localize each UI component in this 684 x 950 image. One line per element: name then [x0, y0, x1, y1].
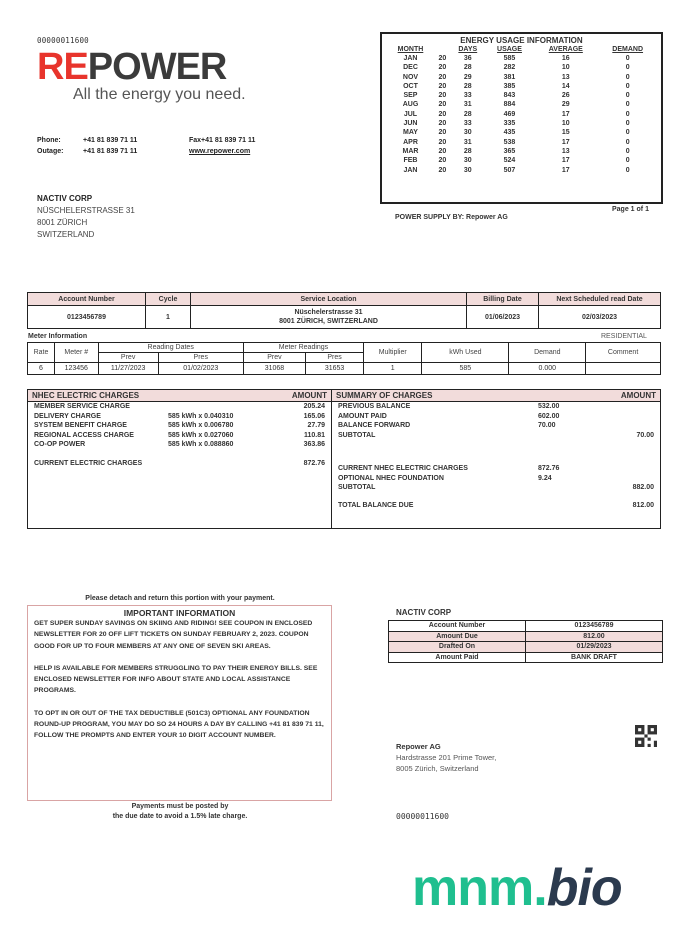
usage-cell: 30 — [463, 166, 472, 174]
meter-number: 123456 — [54, 363, 98, 375]
usage-row — [386, 147, 657, 156]
usage-cell: 28 — [463, 82, 472, 90]
usage-cell: 469 — [503, 110, 516, 118]
usage-cell: 33 — [463, 92, 472, 100]
charge-label: CO-OP POWER — [34, 441, 86, 448]
charge-rate: 585 kWh x 0.088860 — [168, 441, 234, 448]
usage-cell: 0 — [625, 138, 630, 146]
usage-cell: 282 — [503, 64, 516, 72]
remit-row — [389, 631, 663, 642]
value: 70.00 — [538, 422, 556, 429]
current-nhec-row — [332, 464, 660, 474]
usage-cell: NOV — [402, 73, 419, 81]
current-charges-label: CURRENT ELECTRIC CHARGES — [34, 459, 143, 467]
charge-rate: 585 kWh x 0.040310 — [168, 412, 234, 420]
important-title: IMPORTANT INFORMATION — [123, 608, 236, 618]
phone-label: Phone: — [37, 137, 61, 144]
usage-header-3: USAGE — [497, 46, 522, 53]
charge-label: SYSTEM BENEFIT CHARGE — [34, 422, 127, 429]
payee-addr2: 8005 Zürich, Switzerland — [396, 764, 479, 773]
outage-number: +41 81 839 71 11 — [83, 148, 138, 155]
remit-table — [388, 620, 663, 663]
detach-notice: Please detach and return this portion with your payment. — [85, 595, 275, 602]
subtotal1-row — [332, 431, 660, 441]
usage-row — [386, 166, 657, 175]
repower-logo — [37, 48, 226, 86]
usage-cell: 17 — [561, 138, 570, 146]
usage-row — [386, 82, 657, 91]
usage-cell: 29 — [561, 101, 570, 109]
usage-cell: 13 — [561, 73, 570, 81]
usage-cell: JUL — [403, 110, 418, 118]
usage-cell: SEP — [403, 92, 418, 100]
logo-re: RE — [37, 46, 88, 88]
next-read-date: 02/03/2023 — [539, 306, 661, 329]
value: 532.00 — [538, 403, 560, 410]
usage-cell: 17 — [561, 166, 570, 174]
usage-header-2: DAYS — [458, 46, 478, 53]
usage-cell: JAN — [403, 55, 418, 62]
service-location — [191, 306, 467, 329]
usage-cell: JAN — [403, 166, 418, 174]
usage-header-4: AVERAGE — [548, 46, 583, 53]
usage-cell: 20 — [438, 110, 447, 118]
pres-reading-header: Pres — [306, 353, 364, 363]
remit-value: 01/29/2023 — [526, 642, 663, 653]
account-table — [27, 292, 661, 329]
usage-cell: 20 — [438, 55, 447, 62]
remit-row — [389, 642, 663, 653]
multiplier-header: Multiplier — [364, 343, 422, 363]
remit-value: 812.00 — [526, 631, 663, 642]
usage-cell: 507 — [503, 166, 516, 174]
label: CURRENT NHEC ELECTRIC CHARGES — [338, 465, 468, 472]
charge-label: REGIONAL ACCESS CHARGE — [34, 431, 134, 439]
late-line1: Payments must be posted by — [131, 803, 229, 810]
location-line2: 8001 ZÜRICH, SWITZERLAND — [279, 318, 378, 325]
outage-label: Outage: — [37, 148, 64, 155]
usage-cell: MAR — [402, 147, 419, 155]
demand: 0.000 — [509, 363, 586, 375]
rate: 6 — [28, 363, 55, 375]
usage-row — [386, 63, 657, 72]
value: 70.00 — [636, 431, 654, 439]
meter-readings-header: Meter Readings — [243, 343, 363, 353]
label: SUBTOTAL — [338, 484, 376, 491]
billing-date-header: Billing Date — [467, 293, 539, 306]
remit-value: BANK DRAFT — [526, 652, 663, 663]
reading-dates-header: Reading Dates — [98, 343, 243, 353]
usage-cell: 20 — [438, 138, 447, 146]
usage-cell: 31 — [463, 138, 472, 146]
usage-cell: 843 — [503, 92, 516, 100]
kwh-used: 585 — [422, 363, 509, 375]
cycle-header: Cycle — [146, 293, 191, 306]
account-number: 0123456789 — [28, 306, 146, 329]
usage-row — [386, 54, 657, 63]
watermark — [412, 858, 622, 918]
usage-cell: 538 — [503, 138, 516, 146]
subtotal2-row — [332, 483, 660, 493]
usage-cell: 26 — [561, 92, 570, 100]
label: PREVIOUS BALANCE — [338, 403, 411, 410]
remit-value: 0123456789 — [526, 621, 663, 632]
usage-cell: 28 — [463, 147, 472, 155]
prev-reading-header: Prev — [243, 353, 305, 363]
usage-cell: 20 — [438, 166, 447, 174]
label: SUBTOTAL — [338, 431, 376, 439]
usage-cell: 524 — [503, 157, 516, 165]
charge-row — [28, 440, 331, 450]
pres-reading: 31653 — [306, 363, 364, 375]
usage-row — [386, 110, 657, 119]
usage-cell: 30 — [463, 129, 472, 137]
meter-number-header: Meter # — [54, 343, 98, 363]
previous-balance-row — [332, 402, 660, 412]
rate-header: Rate — [28, 343, 55, 363]
usage-cell: DEC — [403, 64, 418, 72]
usage-cell: 29 — [463, 73, 472, 81]
customer-street: NÜSCHELERSTRASSE 31 — [37, 206, 135, 215]
usage-cell: 0 — [625, 166, 630, 174]
comment-header: Comment — [586, 343, 661, 363]
usage-cell: FEB — [403, 157, 418, 165]
label: AMOUNT PAID — [338, 412, 387, 420]
charge-row — [28, 421, 331, 431]
label: OPTIONAL NHEC FOUNDATION — [338, 474, 444, 482]
usage-cell: 385 — [503, 82, 516, 90]
payee-name: Repower AG — [396, 742, 441, 751]
usage-cell: 0 — [625, 110, 630, 118]
usage-cell: 36 — [463, 55, 472, 62]
usage-cell: 20 — [438, 64, 447, 72]
customer-address — [37, 193, 135, 241]
usage-cell: 15 — [561, 129, 570, 137]
value: 872.76 — [538, 465, 560, 472]
important-info-box — [27, 605, 332, 801]
next-read-header: Next Scheduled read Date — [539, 293, 661, 306]
usage-cell: 28 — [463, 64, 472, 72]
customer-city: 8001 ZÜRICH — [37, 218, 88, 227]
charge-rate: 585 kWh x 0.006780 — [168, 422, 234, 429]
label: TOTAL BALANCE DUE — [338, 501, 414, 509]
page-number: Page 1 of 1 — [612, 206, 649, 213]
remit-label: Account Number — [389, 621, 526, 632]
account-number-header: Account Number — [28, 293, 146, 306]
contact-info — [37, 135, 255, 157]
usage-cell: 20 — [438, 73, 447, 81]
info-para-3: TO OPT IN OR OUT OF THE TAX DEDUCTIBLE (501C3) OPTIONAL ANY FOUNDATION ROUND-UP PROGRAM, YOU MAY DO SO 24 HOURS A DAY BY CALLING +41 81 839 71 11, FOLLOW THE PROMPTS AND ENTER YOUR 10 DIGIT ACCOUNT NUMBER. — [34, 709, 324, 740]
usage-row — [386, 128, 657, 137]
phone-number: +41 81 839 71 11 — [83, 137, 138, 144]
nhec-title: NHEC ELECTRIC CHARGES — [32, 391, 140, 400]
usage-cell: 0 — [625, 92, 630, 100]
usage-cell: 0 — [625, 157, 630, 165]
prev-date-header: Prev — [98, 353, 158, 363]
cycle: 1 — [146, 306, 191, 329]
value: 882.00 — [632, 484, 654, 491]
usage-cell: 10 — [561, 120, 570, 128]
usage-row — [386, 100, 657, 109]
usage-cell: 20 — [438, 82, 447, 90]
charge-rate: 585 kWh x 0.027060 — [168, 431, 234, 439]
usage-cell: AUG — [402, 101, 419, 109]
payee-address — [396, 741, 496, 774]
usage-cell: OCT — [403, 82, 418, 90]
remit-row — [389, 621, 663, 632]
summary-title: SUMMARY OF CHARGES — [336, 391, 433, 400]
usage-cell: 0 — [625, 55, 630, 62]
qr-code-icon — [635, 725, 657, 747]
usage-cell: 585 — [503, 55, 516, 62]
total-due-row — [332, 501, 660, 511]
charge-amount: 165.06 — [303, 412, 325, 420]
info-para-2: HELP IS AVAILABLE FOR MEMBERS STRUGGLING TO PAY THEIR ENERGY BILLS. SEE ENCLOSED NEWSLETTER FOR INFO ABOUT STATE AND LOCAL ASSISTANCE PROGRAMS. — [34, 664, 318, 695]
usage-row — [386, 73, 657, 82]
energy-usage-box — [380, 32, 663, 204]
watermark-part1: mnm. — [412, 859, 547, 917]
website-link[interactable]: www.repower.com — [189, 148, 251, 155]
usage-cell: 365 — [503, 147, 516, 155]
multiplier: 1 — [364, 363, 422, 375]
usage-cell: 10 — [561, 64, 570, 72]
usage-cell: 20 — [438, 92, 447, 100]
usage-cell: 20 — [438, 101, 447, 109]
remit-customer-name: NACTIV CORP — [396, 608, 452, 617]
logo-power: POWER — [87, 46, 227, 88]
comment — [586, 363, 661, 375]
pres-date-header: Pres — [158, 353, 243, 363]
usage-row — [386, 138, 657, 147]
usage-header-0: MONTH — [397, 46, 424, 53]
charge-row — [28, 402, 331, 412]
charge-label: MEMBER SERVICE CHARGE — [34, 403, 130, 410]
usage-cell: 335 — [503, 120, 516, 128]
charge-amount: 110.81 — [303, 431, 325, 439]
nhec-charges-box — [27, 389, 332, 529]
usage-cell: 20 — [438, 120, 447, 128]
current-charges-row — [28, 459, 331, 469]
usage-cell: 435 — [503, 129, 516, 137]
meter-info-label: Meter Information — [28, 333, 88, 340]
remit-label: Drafted On — [389, 642, 526, 653]
usage-cell: 0 — [625, 82, 630, 90]
usage-row — [386, 91, 657, 100]
usage-cell: 0 — [625, 64, 630, 72]
usage-cell: 20 — [438, 147, 447, 155]
charge-row — [28, 412, 331, 422]
charge-row — [28, 431, 331, 441]
late-line2: the due date to avoid a 1.5% late charge. — [112, 813, 248, 820]
usage-cell: 0 — [625, 129, 630, 137]
remit-label: Amount Due — [389, 631, 526, 642]
usage-cell: 0 — [625, 73, 630, 81]
info-para-1: GET SUPER SUNDAY SAVINGS ON SKIING AND RIDING! SEE COUPON IN ENCLOSED NEWSLETTER FOR 20 OFF LIFT TICKETS ON SUNDAY FEBRUARY 2, 2023. COUPON GOOD FOR UP TO FOUR MEMBERS AT ANY ONE OF SEVEN SKI AREAS. — [34, 620, 313, 650]
charge-label: DELIVERY CHARGE — [34, 412, 101, 420]
summary-amount-header: AMOUNT — [620, 391, 656, 400]
usage-cell: 0 — [625, 120, 630, 128]
amount-paid-row — [332, 412, 660, 422]
prev-reading: 31068 — [243, 363, 305, 375]
tagline: All the energy you need. — [73, 86, 246, 103]
usage-cell: APR — [403, 138, 418, 146]
usage-row — [386, 156, 657, 165]
usage-cell: 0 — [625, 101, 630, 109]
usage-header-5: DEMAND — [612, 46, 644, 53]
usage-cell: 0 — [625, 147, 630, 155]
service-type: RESIDENTIAL — [601, 333, 647, 340]
power-supply-by: POWER SUPPLY BY: Repower AG — [395, 214, 508, 221]
usage-cell: MAY — [403, 129, 418, 137]
prev-date: 11/27/2023 — [98, 363, 158, 375]
usage-cell: 17 — [561, 110, 570, 118]
usage-cell: JUN — [403, 120, 418, 128]
current-charges-amount: 872.76 — [303, 459, 325, 467]
usage-cell: 33 — [463, 120, 472, 128]
label: BALANCE FORWARD — [338, 422, 411, 429]
usage-cell: 884 — [503, 101, 516, 109]
charge-amount: 27.79 — [307, 422, 325, 429]
pres-date: 01/02/2023 — [158, 363, 243, 375]
charge-amount: 205.24 — [303, 403, 325, 410]
usage-cell: 16 — [561, 55, 570, 62]
usage-cell: 30 — [463, 157, 472, 165]
usage-cell: 17 — [561, 157, 570, 165]
charge-amount: 363.86 — [303, 441, 325, 448]
usage-cell: 20 — [438, 157, 447, 165]
usage-row — [386, 119, 657, 128]
usage-title: ENERGY USAGE INFORMATION — [460, 36, 583, 45]
usage-cell: 13 — [561, 147, 570, 155]
meter-table — [27, 342, 661, 375]
kwh-header: kWh Used — [422, 343, 509, 363]
usage-cell: 381 — [503, 73, 516, 81]
usage-cell: 14 — [561, 82, 570, 90]
usage-cell: 31 — [463, 101, 472, 109]
usage-header-1 — [435, 45, 450, 54]
demand-header: Demand — [509, 343, 586, 363]
billing-date: 01/06/2023 — [467, 306, 539, 329]
usage-cell: 20 — [438, 129, 447, 137]
value: 602.00 — [538, 412, 560, 420]
balance-forward-row — [332, 421, 660, 431]
foundation-row — [332, 474, 660, 484]
usage-cell: 28 — [463, 110, 472, 118]
remit-row — [389, 652, 663, 663]
reference-number-bottom: 00000011600 — [396, 812, 449, 821]
location-line1: Nüschelerstrasse 31 — [294, 309, 363, 316]
service-location-header: Service Location — [191, 293, 467, 306]
remit-label: Amount Paid — [389, 652, 526, 663]
value: 9.24 — [538, 474, 552, 482]
customer-name: NACTIV CORP — [37, 194, 93, 203]
watermark-part2: bio — [546, 859, 622, 917]
summary-box — [331, 389, 661, 529]
fax-number: Fax+41 81 839 71 11 — [189, 137, 256, 144]
usage-table — [386, 45, 657, 175]
reference-number-top: 00000011600 — [37, 36, 89, 45]
customer-country: SWITZERLAND — [37, 230, 95, 239]
value: 812.00 — [632, 501, 654, 509]
nhec-amount-header: AMOUNT — [291, 391, 327, 400]
late-charge-notice — [28, 802, 332, 822]
payee-addr1: Hardstrasse 201 Prime Tower, — [396, 753, 497, 762]
